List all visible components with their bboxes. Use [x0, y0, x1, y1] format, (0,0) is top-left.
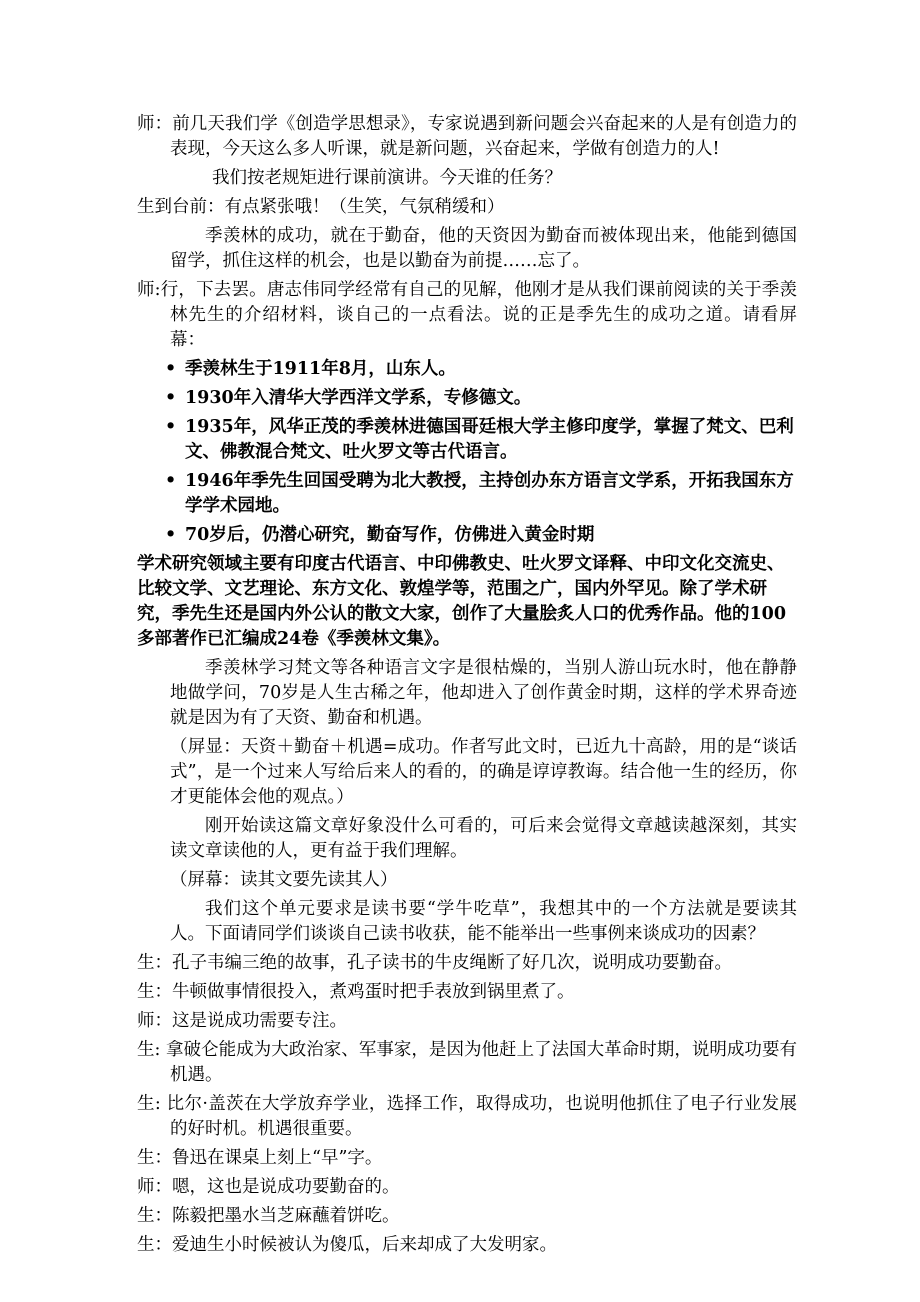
- bullet-text: 1930年入清华大学西洋文学系，专修德文。: [185, 388, 532, 408]
- biography-bullet-3: [165, 415, 797, 465]
- bullet-marker: •: [165, 525, 177, 545]
- dialogue-line: 生：爱迪生小时候被认为傻瓜，后来却成了大发明家。: [137, 1235, 557, 1255]
- unit-requirement-paragraph: 我们这个单元要求是读书要“学牛吃草”，我想其中的一个方法就是要读其人。下面请同学们谈谈自己读书收获，能不能举出一些事例来谈成功的因素？: [170, 899, 797, 944]
- document-body: [137, 112, 797, 1262]
- reading-reflection-paragraph: 刚开始读这篇文章好象没什么可看的，可后来会觉得文章越读越深刻，其实读文章读他的人，更有益于我们理解。: [170, 816, 797, 861]
- screen-display-note: （屏显：天资＋勤奋＋机遇=成功。作者写此文时，已近九十高龄，用的是“谈话式”，是一个过来人写给后来人的看的，的确是谆谆教诲。结合他一生的经历，你才更能体会他的观点。）: [170, 737, 797, 807]
- bold-summary-block: [0, 552, 797, 652]
- dialogue-line: 生：牛顿做事情很投入，煮鸡蛋时把手表放到锅里煮了。: [137, 982, 575, 1002]
- teacher-task-question: 我们按老规矩进行课前演讲。今天谁的任务？: [212, 168, 562, 188]
- biography-bullet-4: [165, 469, 797, 519]
- bullet-marker: •: [165, 471, 177, 491]
- dialogue-line: 生：鲁迅在课桌上刻上“早”字。: [137, 1148, 383, 1168]
- bold-summary-paragraph: 学术研究领域主要有印度古代语言、中印佛教史、吐火罗文译释、中印文化交流史、比较文学、文艺理论、东方文化、敦煌学等，范围之广，国内外罕见。除了学术研究，季先生还是国内外公认的散文大家，创作了大量脍炙人口的优秀作品。他的100多部著作已汇编成24卷《季羡林文集》。: [137, 554, 787, 649]
- dialogue-line: 师：嗯，这也是说成功要勤奋的。: [137, 1177, 400, 1197]
- bullet-text: 70岁后，仍潜心研究，勤奋写作，仿佛进入黄金时期: [185, 525, 595, 545]
- dialogue-line: 生: 拿破仑能成为大政治家、军事家，是因为他赶上了法国大革命时期，说明成功要有机遇。: [137, 1040, 797, 1085]
- dialogue-line: 生：孔子韦编三绝的故事，孔子读书的牛皮绳断了好几次，说明成功要勤奋。: [137, 953, 732, 973]
- dialogue-line: 生：陈毅把墨水当芝麻蘸着饼吃。: [137, 1206, 400, 1226]
- dialogue-line: 师：这是说成功需要专注。: [137, 1011, 347, 1031]
- bullet-text: 季羡林生于1911年8月，山东人。: [185, 359, 456, 379]
- dialogue-line: 生: 比尔·盖茨在大学放弃学业，选择工作，取得成功，也说明他抓住了电子行业发展的好时机。机遇很重要。: [137, 1094, 797, 1139]
- bullet-marker: •: [165, 388, 177, 408]
- analysis-paragraph: 季羡林学习梵文等各种语言文字是很枯燥的，当别人游山玩水时，他在静静地做学问，70岁是人生古稀之年，他却进入了创作黄金时期，这样的学术界奇迹就是因为有了天资、勤奋和机遇。: [170, 658, 797, 728]
- bullet-marker: •: [165, 359, 177, 379]
- biography-bullet-5: [165, 523, 797, 548]
- bullet-text: 1946年季先生回国受聘为北大教授，主持创办东方语言文学系，开拓我国东方学学术园地。: [185, 471, 794, 516]
- student-arrives-paragraph: 生到台前：有点紧张哦！（生笑，气氛稍缓和）: [137, 197, 505, 217]
- student-speech-paragraph: 季羡林的成功，就在于勤奋，他的天资因为勤奋而被体现出来，他能到德国留学，抓住这样的机会，也是以勤奋为前提……忘了。: [170, 226, 797, 271]
- biography-bullet-2: [165, 386, 797, 411]
- bullet-text: 1935年，风华正茂的季羡林进德国哥廷根大学主修印度学，掌握了梵文、巴利文、佛教混合梵文、吐火罗文等古代语言。: [185, 417, 794, 462]
- teacher-intro-paragraph: 师：前几天我们学《创造学思想录》，专家说遇到新问题会兴奋起来的人是有创造力的表现，今天这么多人听课，就是新问题，兴奋起来，学做有创造力的人!: [137, 114, 797, 159]
- biography-bullet-1: [165, 357, 797, 382]
- bullet-marker: •: [165, 417, 177, 437]
- screen-note-read-author: （屏幕：读其文要先读其人）: [170, 870, 398, 890]
- biography-bullet-list: [137, 357, 797, 548]
- teacher-screen-intro-paragraph: 师:行，下去罢。唐志伟同学经常有自己的见解，他刚才是从我们课前阅读的关于季羡林先生的介绍材料，谈自己的一点看法。说的正是季先生的成功之道。请看屏幕：: [137, 280, 797, 350]
